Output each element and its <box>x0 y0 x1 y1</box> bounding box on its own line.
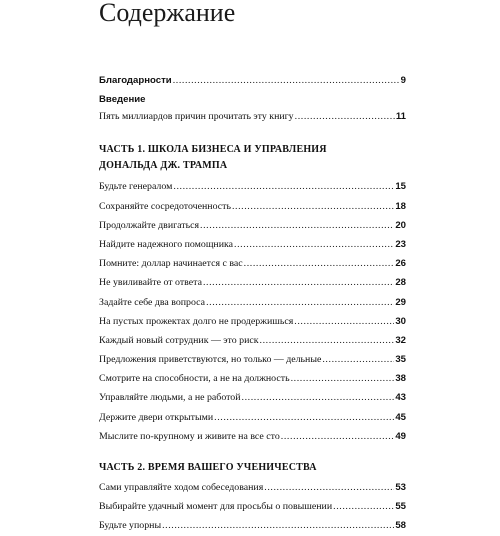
toc-entry[interactable] <box>99 388 406 407</box>
toc-entry-page: 35 <box>395 354 406 366</box>
toc-entry[interactable] <box>99 293 406 312</box>
dot-leader <box>173 71 400 90</box>
toc-entry[interactable] <box>99 516 406 535</box>
toc-entry-label: Сами управляйте ходом собеседования <box>99 482 264 493</box>
part2-list <box>99 478 406 536</box>
toc-entry-page: 28 <box>395 277 406 289</box>
toc-entry[interactable] <box>99 427 406 446</box>
toc-entry-page: 26 <box>395 258 406 270</box>
dot-leader <box>281 427 395 446</box>
toc-entry-label: Смотрите на способности, а не на должность <box>99 373 290 385</box>
toc-entry-page: 11 <box>395 111 406 123</box>
toc-entry-page: 9 <box>400 75 406 86</box>
toc-entry-page: 32 <box>395 334 406 346</box>
toc-entry[interactable] <box>99 369 406 388</box>
dot-leader <box>264 478 394 497</box>
toc-entry[interactable] <box>99 235 406 254</box>
dot-leader <box>173 177 394 196</box>
dot-leader <box>333 497 394 516</box>
toc-entry[interactable] <box>99 254 406 273</box>
toc-entry-label: Предложения приветствуются, но только — дельные <box>99 354 322 366</box>
toc-entry-label: Мыслите по-крупному и живите на все сто <box>99 430 280 442</box>
dot-leader <box>232 197 394 216</box>
toc-entry[interactable] <box>99 478 406 497</box>
toc-entry-page: 58 <box>395 520 406 532</box>
toc-entry-label: Управляйте людьми, а не работой <box>99 392 241 404</box>
toc-entry-page: 30 <box>395 315 406 327</box>
dot-leader <box>260 331 395 350</box>
toc-entry[interactable] <box>99 216 406 235</box>
toc-entry-page: 38 <box>395 373 406 385</box>
toc-entry-page: 53 <box>395 482 406 493</box>
toc-entry-intro[interactable] <box>99 107 406 126</box>
dot-leader <box>162 516 394 535</box>
toc-entry-label: Сохраняйте сосредоточенность <box>99 200 231 212</box>
dot-leader <box>295 107 395 126</box>
toc-entry-label: На пустых прожектах долго не продержишься <box>99 315 294 327</box>
toc-entry-label: Продолжайте двигаться <box>99 219 200 231</box>
toc-entry[interactable] <box>99 408 406 427</box>
dot-leader <box>234 235 394 254</box>
table-of-contents <box>99 71 406 536</box>
toc-entry-label: Помните: доллар начинается с вас <box>99 258 243 270</box>
toc-entry-label: Найдите надежного помощника <box>99 238 234 250</box>
toc-entry-page: 15 <box>395 181 406 193</box>
toc-entry-page: 55 <box>395 501 406 513</box>
dot-leader <box>244 254 395 273</box>
toc-entry[interactable] <box>99 312 406 331</box>
toc-entry-label: Задайте себе два вопроса <box>99 296 206 308</box>
dot-leader <box>206 293 394 312</box>
toc-entry[interactable] <box>99 197 406 216</box>
toc-entry-page: 49 <box>395 430 406 442</box>
toc-entry[interactable] <box>99 350 406 369</box>
part-heading: ЧАСТЬ 2. ВРЕМЯ ВАШЕГО УЧЕНИЧЕСТВА <box>99 462 317 473</box>
toc-entry[interactable] <box>99 497 406 516</box>
part-heading: ДОНАЛЬДА ДЖ. ТРАМПА <box>99 160 228 172</box>
toc-entry-page: 43 <box>395 392 406 404</box>
dot-leader <box>322 350 394 369</box>
toc-entry-label: Не увиливайте от ответа <box>99 277 202 289</box>
part-heading: ЧАСТЬ 1. ШКОЛА БИЗНЕСА И УПРАВЛЕНИЯ <box>99 144 327 156</box>
toc-entry-page: 23 <box>395 238 406 250</box>
toc-entry-label: Будьте упорны <box>99 520 162 532</box>
dot-leader <box>200 216 394 235</box>
toc-entry-page: 18 <box>395 200 406 212</box>
toc-entry-acknowledgements[interactable] <box>99 71 406 90</box>
dot-leader <box>291 369 395 388</box>
toc-entry[interactable] <box>99 273 406 292</box>
toc-entry-label: Выбирайте удачный момент для просьбы о повышении <box>99 501 333 513</box>
toc-entry-label: Будьте генералом <box>99 181 173 193</box>
dot-leader <box>242 388 395 407</box>
toc-entry-label: Пять миллиардов причин прочитать эту книгу <box>99 111 294 123</box>
toc-entry-label: Каждый новый сотрудник — это риск <box>99 334 259 346</box>
toc-entry-page: 45 <box>395 411 406 423</box>
toc-entry-label: Благодарности <box>99 75 172 86</box>
toc-entry-page: 29 <box>395 296 406 308</box>
toc-entry[interactable] <box>99 177 406 196</box>
toc-entry-label: Держите двери открытыми <box>99 411 214 423</box>
page-title: Содержание <box>99 0 236 27</box>
dot-leader <box>203 273 394 292</box>
part1-list <box>99 177 406 446</box>
dot-leader <box>294 312 394 331</box>
toc-entry[interactable] <box>99 331 406 350</box>
section-heading-intro: Введение <box>99 94 146 106</box>
toc-entry-page: 20 <box>395 219 406 231</box>
dot-leader <box>214 408 394 427</box>
